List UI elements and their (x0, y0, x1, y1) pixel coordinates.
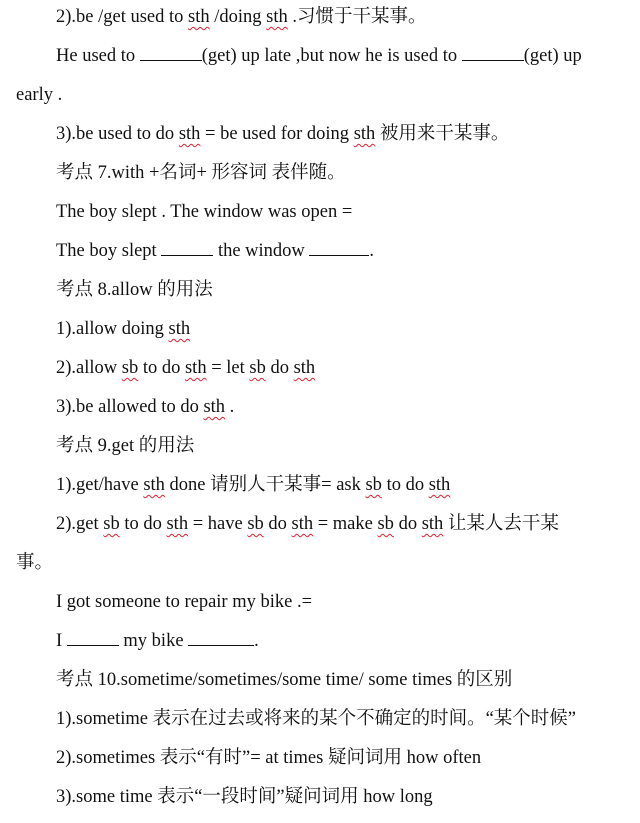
text-run: 1).allow doing (56, 319, 169, 339)
answer-blank[interactable] (140, 44, 202, 61)
text-line (0, 473, 640, 497)
text-run: 考点 10.sometime/sometimes/some time/ some times 的区别 (56, 670, 513, 690)
text-run: sb (247, 514, 264, 534)
text-run: sth (188, 7, 210, 27)
text-run: sth (293, 358, 316, 378)
text-line (0, 746, 640, 770)
text-run: 让某人去干某 (443, 514, 559, 534)
text-run: sth (168, 319, 191, 339)
section-heading (0, 161, 640, 185)
text-line (0, 83, 640, 107)
text-line (0, 356, 640, 380)
text-line (0, 395, 640, 419)
text-line (0, 200, 640, 224)
text-run: 事。 (16, 553, 54, 573)
text-run: 3).be allowed to do (56, 397, 204, 417)
text-run: 3).some time 表示“一段时间”疑问词用 how long (56, 787, 433, 807)
text-line (0, 512, 640, 536)
text-run: = have (188, 514, 248, 534)
text-run: 2).be /get used to (56, 7, 189, 27)
text-run: 考点 8.allow 的用法 (56, 280, 213, 300)
text-run: my bike (118, 631, 189, 651)
text-run: (get) up late ,but now he is used to (201, 46, 462, 66)
text-line (0, 122, 640, 146)
text-run: sth (143, 475, 165, 495)
text-run: sth (428, 475, 451, 495)
text-run: (get) up (523, 46, 582, 66)
text-run: sb (365, 475, 382, 495)
text-run: sb (249, 358, 266, 378)
text-run: do (265, 358, 294, 378)
text-run: I (56, 631, 67, 651)
answer-blank[interactable] (462, 44, 524, 61)
text-run: I got someone to repair my bike .= (56, 592, 313, 612)
section-heading (0, 434, 640, 458)
text-run: early . (16, 85, 63, 105)
text-run: = be used for doing (200, 124, 354, 144)
text-run: 考点 9.get 的用法 (56, 436, 195, 456)
section-heading (0, 278, 640, 302)
text-line (0, 590, 640, 614)
text-line (0, 44, 640, 68)
text-run: He used to (56, 46, 140, 66)
text-run: The boy slept (56, 241, 162, 261)
text-line (0, 551, 640, 575)
text-run: do (393, 514, 422, 534)
text-run: = make (313, 514, 378, 534)
text-run: 1).get/have (56, 475, 144, 495)
text-line (0, 5, 640, 29)
text-run: 考点 7.with +名词+ 形容词 表伴随。 (56, 163, 346, 183)
text-run: .习惯于干某事。 (287, 7, 427, 27)
text-run: sth (166, 514, 189, 534)
text-run: 被用来干某事。 (375, 124, 510, 144)
text-line (0, 239, 640, 263)
text-run: 2).get (56, 514, 104, 534)
text-line (0, 785, 640, 809)
answer-blank[interactable] (67, 629, 119, 646)
text-run: sth (421, 514, 444, 534)
text-line (0, 317, 640, 341)
section-heading (0, 668, 640, 692)
text-run: sth (203, 397, 226, 417)
text-run: sth (291, 514, 314, 534)
text-run: sth (353, 124, 376, 144)
text-run: the window (213, 241, 310, 261)
text-run: sb (377, 514, 394, 534)
text-run: sb (121, 358, 139, 378)
text-run: sth (184, 358, 207, 378)
text-run: 2).allow (56, 358, 122, 378)
text-run: 3).be used to do (56, 124, 179, 144)
text-run: /doing (209, 7, 267, 27)
text-run: 2).sometimes 表示“有时”= at times 疑问词用 how often (56, 748, 482, 768)
text-run: . (369, 241, 375, 261)
text-run: sb (103, 514, 120, 534)
text-run: . (254, 631, 259, 651)
text-run: do (263, 514, 292, 534)
text-run: sth (178, 124, 201, 144)
text-run: to do (381, 475, 429, 495)
text-line (0, 707, 640, 731)
text-run: = let (206, 358, 250, 378)
text-run: sth (266, 7, 288, 27)
answer-blank[interactable] (188, 629, 254, 646)
text-run: . (225, 397, 235, 417)
text-run: to do (119, 514, 167, 534)
answer-blank[interactable] (161, 239, 213, 256)
text-run: 1).sometime 表示在过去或将来的某个不确定的时间。“某个时候” (56, 709, 577, 729)
text-run: to do (138, 358, 185, 378)
answer-blank[interactable] (309, 239, 369, 256)
text-run: The boy slept . The window was open = (56, 202, 353, 222)
text-line (0, 629, 640, 653)
text-run: done 请别人干某事= ask (164, 475, 366, 495)
